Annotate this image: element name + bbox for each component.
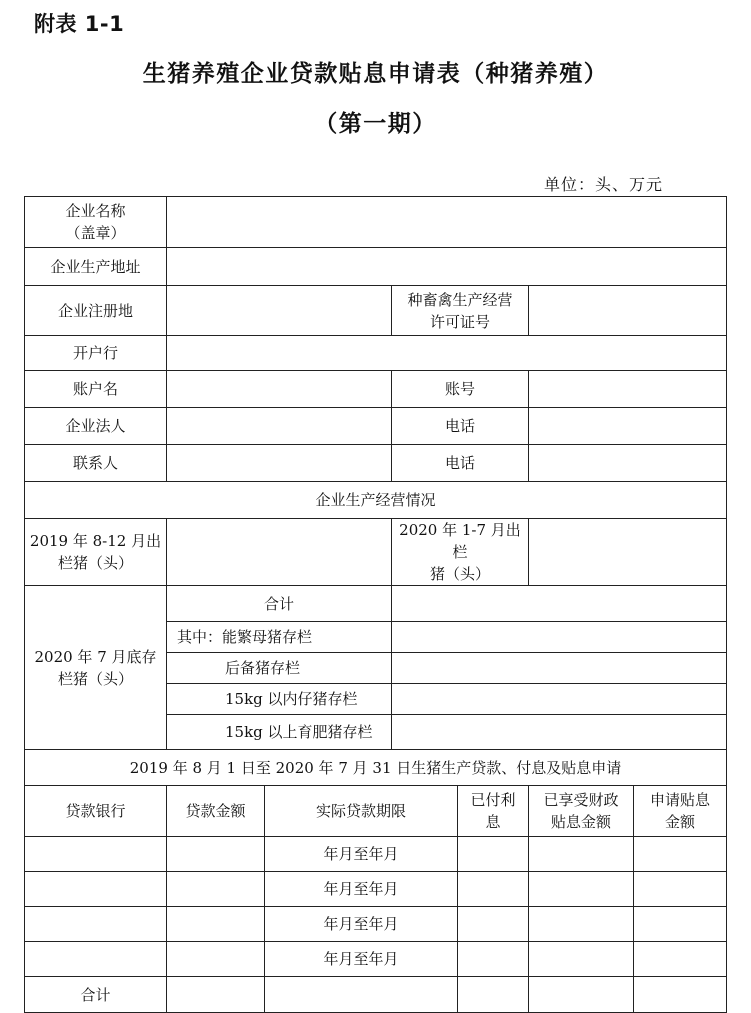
- license-label: [392, 286, 529, 336]
- operations-section-title: 企业生产经营情况: [25, 482, 727, 519]
- loan-amount-field[interactable]: [167, 837, 265, 872]
- sales-2020-field[interactable]: [529, 519, 727, 586]
- form-period: （第一期）: [314, 111, 437, 137]
- loan-row: [25, 907, 727, 942]
- address-label: 企业生产地址: [25, 248, 167, 286]
- sows-field[interactable]: [392, 622, 727, 653]
- address-field[interactable]: [167, 248, 727, 286]
- registered-place-field[interactable]: [167, 286, 392, 336]
- account-number-label: 账号: [392, 371, 529, 408]
- stock-total-row: [25, 586, 727, 622]
- sales-2019-field[interactable]: [167, 519, 392, 586]
- contact-label: 联系人: [25, 445, 167, 482]
- paid-interest-line1: 已付利: [470, 791, 516, 809]
- legal-person-label: 企业法人: [25, 408, 167, 445]
- operations-section-row: [25, 482, 727, 519]
- apply-subsidy-header: [634, 786, 727, 837]
- company-name-field[interactable]: [167, 197, 727, 248]
- contact-field[interactable]: [167, 445, 392, 482]
- account-name-field[interactable]: [167, 371, 392, 408]
- bank-label: 开户行: [25, 336, 167, 371]
- apply-subsidy-line1: 申请贴息: [650, 791, 711, 809]
- address-row: [25, 248, 727, 286]
- received-subsidy-field[interactable]: [529, 872, 634, 907]
- fattening-field[interactable]: [392, 715, 727, 750]
- stock-label: [25, 586, 167, 750]
- loans-total-label: 合计: [25, 977, 167, 1013]
- paid-interest-field[interactable]: [458, 907, 529, 942]
- bank-field[interactable]: [167, 336, 727, 371]
- sales-2020-line1: 2020 年 1-7 月出栏: [399, 521, 521, 561]
- received-subsidy-header: [529, 786, 634, 837]
- phone1-label: 电话: [392, 408, 529, 445]
- loan-amount-field[interactable]: [167, 872, 265, 907]
- loan-period-field[interactable]: 年月至年月: [265, 942, 458, 977]
- sales-2020-line2: 猪（头）: [429, 565, 490, 583]
- loans-total-amount[interactable]: [167, 977, 265, 1013]
- apply-subsidy-field[interactable]: [634, 942, 727, 977]
- license-label-line2: 许可证号: [429, 312, 490, 331]
- company-name-row: [25, 197, 727, 248]
- registration-row: [25, 286, 727, 336]
- sales-2019-label: [25, 519, 167, 586]
- stock-line1: 2020 年 7 月底存: [34, 647, 157, 666]
- account-number-field[interactable]: [529, 371, 727, 408]
- loans-total-paid-interest[interactable]: [458, 977, 529, 1013]
- subsidy-application-table: [24, 196, 727, 1013]
- received-subsidy-line1: 已享受财政: [543, 791, 619, 809]
- sales-2020-label: [392, 519, 529, 586]
- company-name-text: 企业名称: [65, 202, 126, 220]
- loan-bank-field[interactable]: [25, 907, 167, 942]
- loan-period-header: 实际贷款期限: [265, 786, 458, 837]
- license-field[interactable]: [529, 286, 727, 336]
- loans-header-row: [25, 786, 727, 837]
- bank-row: [25, 336, 727, 371]
- received-subsidy-field[interactable]: [529, 907, 634, 942]
- received-subsidy-field[interactable]: [529, 837, 634, 872]
- phone1-field[interactable]: [529, 408, 727, 445]
- apply-subsidy-field[interactable]: [634, 907, 727, 942]
- loan-period-field[interactable]: 年月至年月: [265, 907, 458, 942]
- company-name-label: [25, 197, 167, 248]
- unit-label: 单位：头、万元: [543, 175, 663, 194]
- loan-amount-header: 贷款金额: [167, 786, 265, 837]
- paid-interest-field[interactable]: [458, 837, 529, 872]
- loan-amount-field[interactable]: [167, 907, 265, 942]
- loans-section-title: 2019 年 8 月 1 日至 2020 年 7 月 31 日生猪生产贷款、付息及贴息申请: [25, 750, 727, 786]
- loans-total-apply-subsidy[interactable]: [634, 977, 727, 1013]
- form-title: 生猪养殖企业贷款贴息申请表（种猪养殖）: [142, 61, 609, 87]
- loan-row: [25, 837, 727, 872]
- paid-interest-field[interactable]: [458, 872, 529, 907]
- sales-2019-line1: 2019 年 8-12 月出: [29, 532, 162, 550]
- appendix-label: 附表 1-1: [34, 12, 125, 36]
- apply-subsidy-field[interactable]: [634, 872, 727, 907]
- account-name-label: 账户名: [25, 371, 167, 408]
- contact-row: [25, 445, 727, 482]
- paid-interest-field[interactable]: [458, 942, 529, 977]
- phone2-field[interactable]: [529, 445, 727, 482]
- loan-bank-field[interactable]: [25, 942, 167, 977]
- legal-person-row: [25, 408, 727, 445]
- account-row: [25, 371, 727, 408]
- apply-subsidy-field[interactable]: [634, 837, 727, 872]
- loan-row: [25, 942, 727, 977]
- paid-interest-line2: 息: [485, 813, 501, 831]
- loans-total-received-subsidy[interactable]: [529, 977, 634, 1013]
- loan-period-field[interactable]: 年月至年月: [265, 837, 458, 872]
- paid-interest-header: [458, 786, 529, 837]
- loan-period-field[interactable]: 年月至年月: [265, 872, 458, 907]
- loan-bank-field[interactable]: [25, 872, 167, 907]
- fattening-label: 15kg 以上育肥猪存栏: [167, 715, 392, 750]
- piglets-field[interactable]: [392, 684, 727, 715]
- received-subsidy-field[interactable]: [529, 942, 634, 977]
- reserve-label: 后备猪存栏: [167, 653, 392, 684]
- received-subsidy-line2: 贴息金额: [550, 813, 611, 831]
- piglets-label: 15kg 以内仔猪存栏: [167, 684, 392, 715]
- sales-2019-line2: 栏猪（头）: [57, 554, 133, 572]
- legal-person-field[interactable]: [167, 408, 392, 445]
- stock-line2: 栏猪（头）: [57, 669, 133, 688]
- loan-row: [25, 872, 727, 907]
- loan-amount-field[interactable]: [167, 942, 265, 977]
- loan-bank-field[interactable]: [25, 837, 167, 872]
- loan-bank-header: 贷款银行: [25, 786, 167, 837]
- loans-total-period[interactable]: [265, 977, 458, 1013]
- phone2-label: 电话: [392, 445, 529, 482]
- reserve-field[interactable]: [392, 653, 727, 684]
- apply-subsidy-line2: 金额: [665, 813, 696, 831]
- sows-label: 其中：能繁母猪存栏: [167, 622, 392, 653]
- sales-row: [25, 519, 727, 586]
- stock-total-label: 合计: [167, 586, 392, 622]
- registered-place-label: 企业注册地: [25, 286, 167, 336]
- seal-text: （盖章）: [65, 224, 126, 242]
- license-label-line1: 种畜禽生产经营: [407, 290, 513, 309]
- loans-section-row: [25, 750, 727, 786]
- loans-total-row: [25, 977, 727, 1013]
- stock-total-field[interactable]: [392, 586, 727, 622]
